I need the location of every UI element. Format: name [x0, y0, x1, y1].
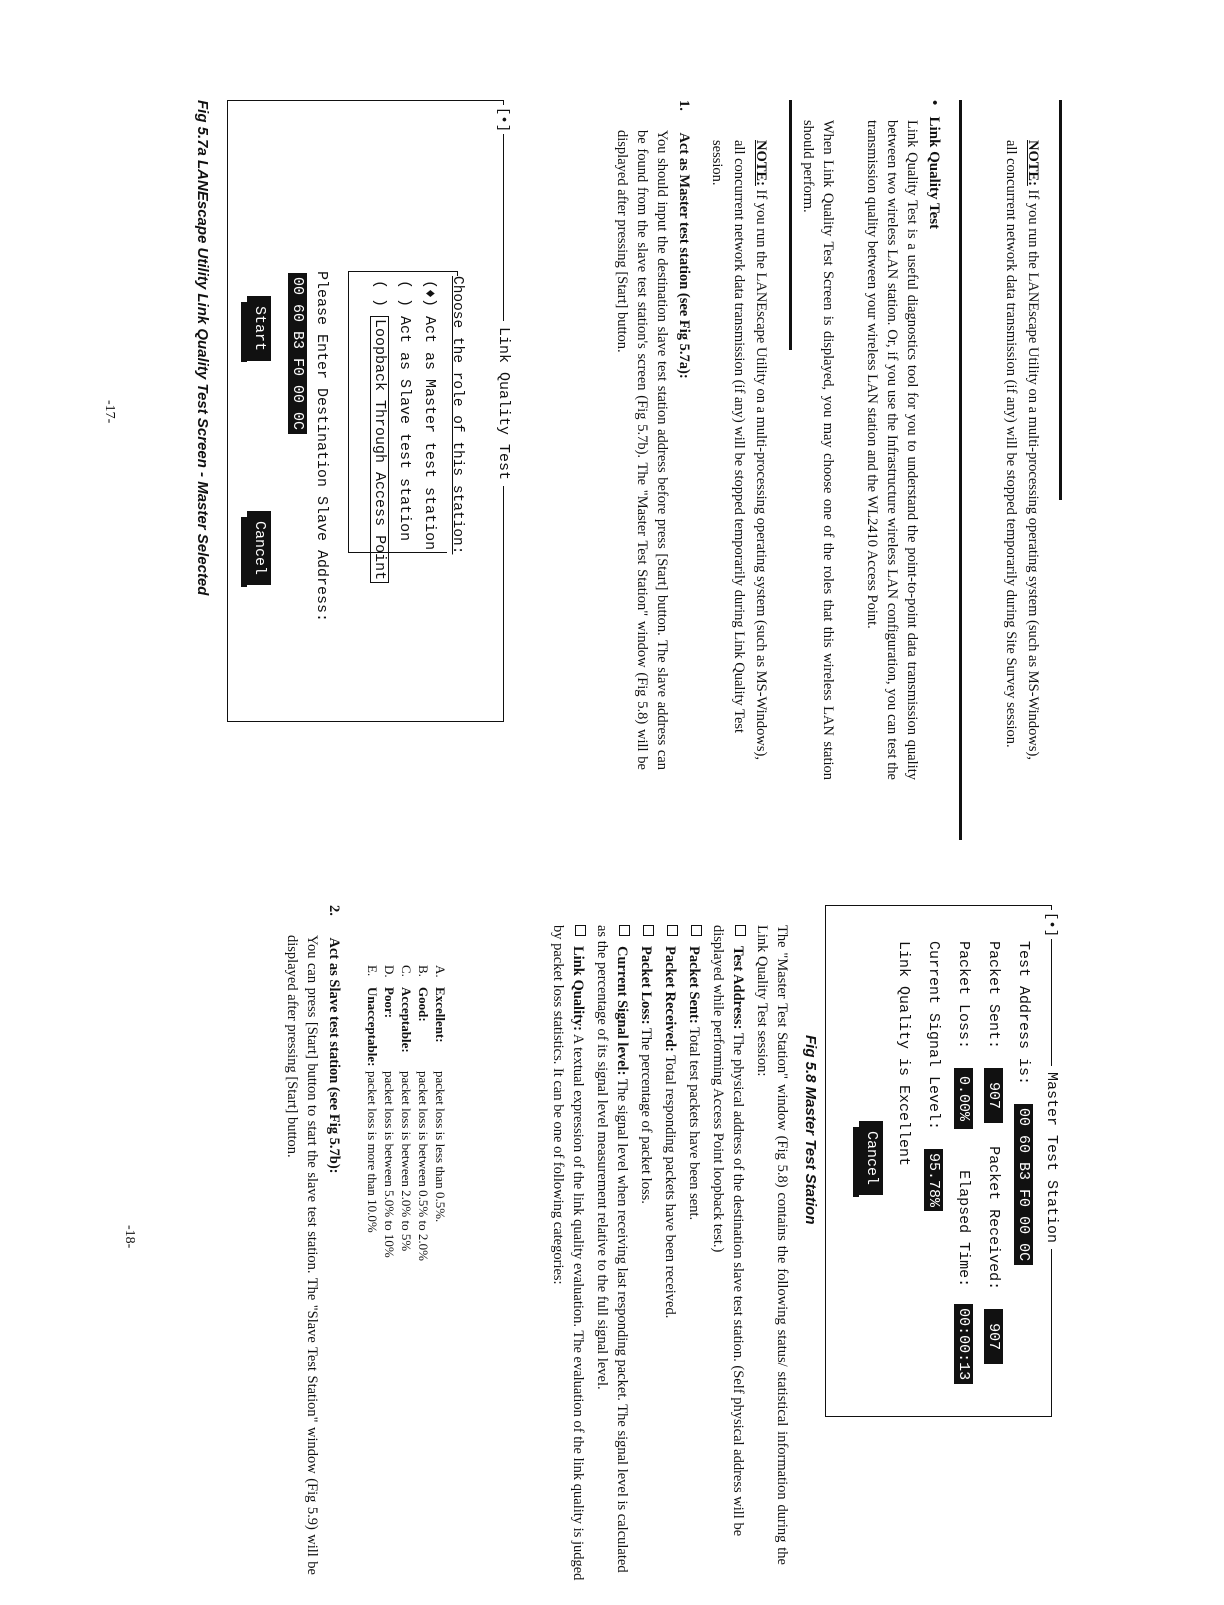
packet-received-value: 907: [984, 1309, 1003, 1364]
page-number: -18-: [122, 1225, 137, 1249]
status-item-packet-loss: [636, 925, 656, 1585]
item-slave: [284, 905, 344, 1585]
dialog-title: Link Quality Test: [493, 321, 513, 486]
bullet-icon: •: [926, 100, 942, 106]
category-name: Good:: [416, 987, 431, 1022]
item2-number: 2.: [326, 905, 342, 916]
category-desc: packet loss is between 5.0% to 10%: [382, 1071, 397, 1258]
category-key: E.: [365, 965, 380, 977]
cancel-button-shadow: [853, 1127, 859, 1197]
note-label: NOTE:: [1025, 140, 1041, 186]
role-option-label: Act as Master test station: [421, 316, 438, 551]
category-desc: packet loss is more than 10.0%: [365, 1071, 380, 1233]
status-item-signal-level: [592, 925, 632, 1585]
status-item-title: Packet Sent:: [686, 946, 702, 1024]
status-item-test-address: [708, 925, 748, 1585]
link-quality-test-dialog: [227, 100, 512, 722]
status-item-packet-received: [660, 925, 680, 1585]
status-item-text: The percentage of packet loss.: [638, 1027, 654, 1204]
item1-title: Act as Master test station (see Fig 5.7a):: [676, 132, 692, 379]
status-item-link-quality: [548, 925, 588, 1585]
cancel-button-shadow: [241, 517, 247, 587]
category-desc: packet loss is less than 0.5%.: [433, 1071, 448, 1223]
note-rule: [1059, 100, 1062, 500]
status-item-title: Packet Loss:: [638, 946, 654, 1025]
dialog-titlebar: [493, 101, 513, 721]
status-item-title: Current Signal level:: [614, 946, 630, 1076]
packet-loss-row: [953, 941, 973, 1384]
role-option-master[interactable]: [419, 280, 439, 550]
dialog-title: Master Test Station: [1041, 1066, 1061, 1249]
signal-level-label: Current Signal Level:: [925, 941, 942, 1131]
category-key: A.: [433, 965, 448, 978]
status-intro: The "Master Test Station" window (Fig 5.8) contains the following status/ statistical information during the Link Quality Test session:: [754, 925, 790, 1565]
status-item-text: Total responding packets have been received.: [662, 1055, 678, 1319]
figure-caption-5-7a: Fig 5.7a LANEscape Utility Link Quality Test Screen - Master Selected: [194, 100, 211, 596]
page-number: -17-: [102, 400, 117, 424]
master-test-station-dialog: [825, 905, 1060, 1417]
start-button[interactable]: Start: [247, 296, 271, 361]
intro-paragraph: Link Quality Test is a useful diagnostics tool for you to understand the point-to-point data transmission quality between two wireless LAN station. Or, if you use the Infrastructure wireless LAN configuration, you can test the transmission quality between your wireless LAN station and the WL2410 Access Point.: [864, 120, 920, 780]
quality-category-list: [364, 965, 449, 1565]
role-option-loopback[interactable]: [369, 280, 389, 583]
test-address-label: Test Address is:: [1015, 941, 1032, 1086]
role-option-label: Loopback Through Access Point: [370, 316, 389, 583]
window-control-icon[interactable]: [•]: [495, 107, 511, 133]
category-unacceptable: [364, 965, 381, 1565]
roles-paragraph: When Link Quality Test Screen is displayed, you may choose one of the roles that this wireless LAN station should perform.: [800, 120, 836, 780]
role-group-box: [348, 271, 465, 581]
packet-sent-label: Packet Sent:: [985, 941, 1002, 1050]
note-site-survey: [1000, 140, 1044, 760]
category-key: C.: [399, 965, 414, 977]
status-item-title: Link Quality:: [570, 946, 586, 1032]
category-key: D.: [382, 965, 397, 978]
note2-rule: [789, 100, 792, 350]
role-group-label: Choose the role of this station:: [449, 276, 465, 555]
role-option-slave[interactable]: [394, 280, 414, 541]
radio-selected-icon[interactable]: (♦): [421, 280, 438, 308]
radio-empty-icon[interactable]: ( ): [396, 280, 413, 308]
category-acceptable: [398, 965, 415, 1565]
packet-sent-value: 907: [984, 1068, 1003, 1123]
page-18: [0, 905, 1224, 1605]
status-item-list: [544, 925, 748, 1585]
elapsed-time-value: 00:00:13: [954, 1304, 973, 1384]
note-text: If you run the LANEscape Utility on a multi-processing operating system (such as MS-Windows), all concurrent network data transmission (if any) will be stopped temporarily during Site Survey session.: [1003, 140, 1041, 760]
note-link-quality: [706, 140, 772, 760]
dialog-titlebar: [1041, 906, 1061, 1416]
destination-label: Please Enter Destination Slave Address:: [313, 271, 330, 623]
cancel-button[interactable]: Cancel: [247, 511, 271, 585]
checkbox-bullet-icon: [643, 925, 654, 936]
page-17: [0, 100, 1224, 800]
start-button-shadow: [241, 302, 247, 362]
category-desc: packet loss is between 2.0% to 5%: [399, 1071, 414, 1252]
figure-caption-5-8: Fig 5.8 Master Test Station: [802, 1035, 819, 1225]
status-item-text: Total test packets have been sent.: [686, 1027, 702, 1221]
category-name: Unacceptable:: [365, 987, 380, 1067]
checkbox-bullet-icon: [735, 925, 746, 936]
category-key: B.: [416, 965, 431, 977]
category-name: Acceptable:: [399, 987, 414, 1053]
cancel-button[interactable]: Cancel: [859, 1121, 883, 1195]
section-rule: [959, 100, 962, 840]
section-heading: [924, 100, 944, 229]
test-address-row: [1013, 941, 1033, 1265]
status-item-text: The signal level when receiving last responding packet. The signal level is calculated as the percentage of its signal level measurement relative to the full signal level.: [594, 925, 630, 1573]
radio-empty-icon[interactable]: ( ): [371, 280, 388, 308]
category-excellent: [432, 965, 449, 1565]
item1-number: 1.: [676, 100, 692, 111]
item2-title: Act as Slave test station (see Fig 5.7b):: [326, 937, 342, 1174]
packet-loss-label: Packet Loss:: [955, 941, 972, 1050]
checkbox-bullet-icon: [691, 925, 702, 936]
status-item-title: Test Address:: [730, 946, 746, 1030]
signal-level-value: 95.78%: [924, 1149, 943, 1211]
item1-text: You should input the destination slave test station address before press [Start] button. The slave address can be found from the slave test station's screen (Fig 5.7b). The "Master Test Station" window (Fig 5.8) will be displayed after pressing [Start] button.: [614, 130, 670, 770]
link-quality-status: Link Quality is Excellent: [895, 941, 912, 1167]
status-item-packet-sent: [684, 925, 704, 1585]
packet-loss-value: 0.00%: [954, 1068, 973, 1129]
test-address-value: 00 60 B3 F0 00 0C: [1014, 1104, 1033, 1265]
category-poor: [381, 965, 398, 1565]
checkbox-bullet-icon: [575, 925, 586, 936]
checkbox-bullet-icon: [667, 925, 678, 936]
note2-label: NOTE:: [753, 140, 769, 186]
packet-received-label: Packet Received:: [985, 1146, 1002, 1291]
note2-text: If you run the LANEscape Utility on a multi-processing operating system (such as MS-Windows), all concurrent network data transmission (if any) will be stopped temporarily during Link Quality Test session.: [709, 140, 769, 760]
checkbox-bullet-icon: [619, 925, 630, 936]
elapsed-time-label: Elapsed Time:: [955, 1170, 972, 1288]
section-title: Link Quality Test: [926, 116, 942, 230]
window-control-icon[interactable]: [•]: [1043, 912, 1059, 938]
item2-text: You can press [Start] button to start the slave test station. The "Slave Test Station" window (Fig 5.9) will be displayed after pressing [Start] button.: [284, 935, 320, 1575]
category-good: [415, 965, 432, 1565]
destination-address-field[interactable]: [287, 273, 307, 434]
role-option-label: Act as Slave test station: [396, 316, 413, 542]
packet-sent-row: [983, 941, 1003, 1364]
category-desc: packet loss is between 0.5% to 2.0%: [416, 1071, 431, 1261]
status-item-text: A textual expression of the link quality evaluation. The evaluation of the link quality is judged by packet loss statistics. It can be one of following categories:: [550, 925, 586, 1581]
category-name: Poor:: [382, 987, 397, 1019]
signal-level-row: [923, 941, 943, 1211]
destination-address-value: 00 60 B3 F0 00 0C: [288, 273, 307, 434]
status-item-title: Packet Received:: [662, 946, 678, 1052]
item-master: [614, 100, 694, 780]
status-item-text: The physical address of the destination slave test station. (Self physical address will be displayed while performing Access Point loopback test.): [710, 925, 746, 1537]
category-name: Excellent:: [433, 987, 448, 1043]
